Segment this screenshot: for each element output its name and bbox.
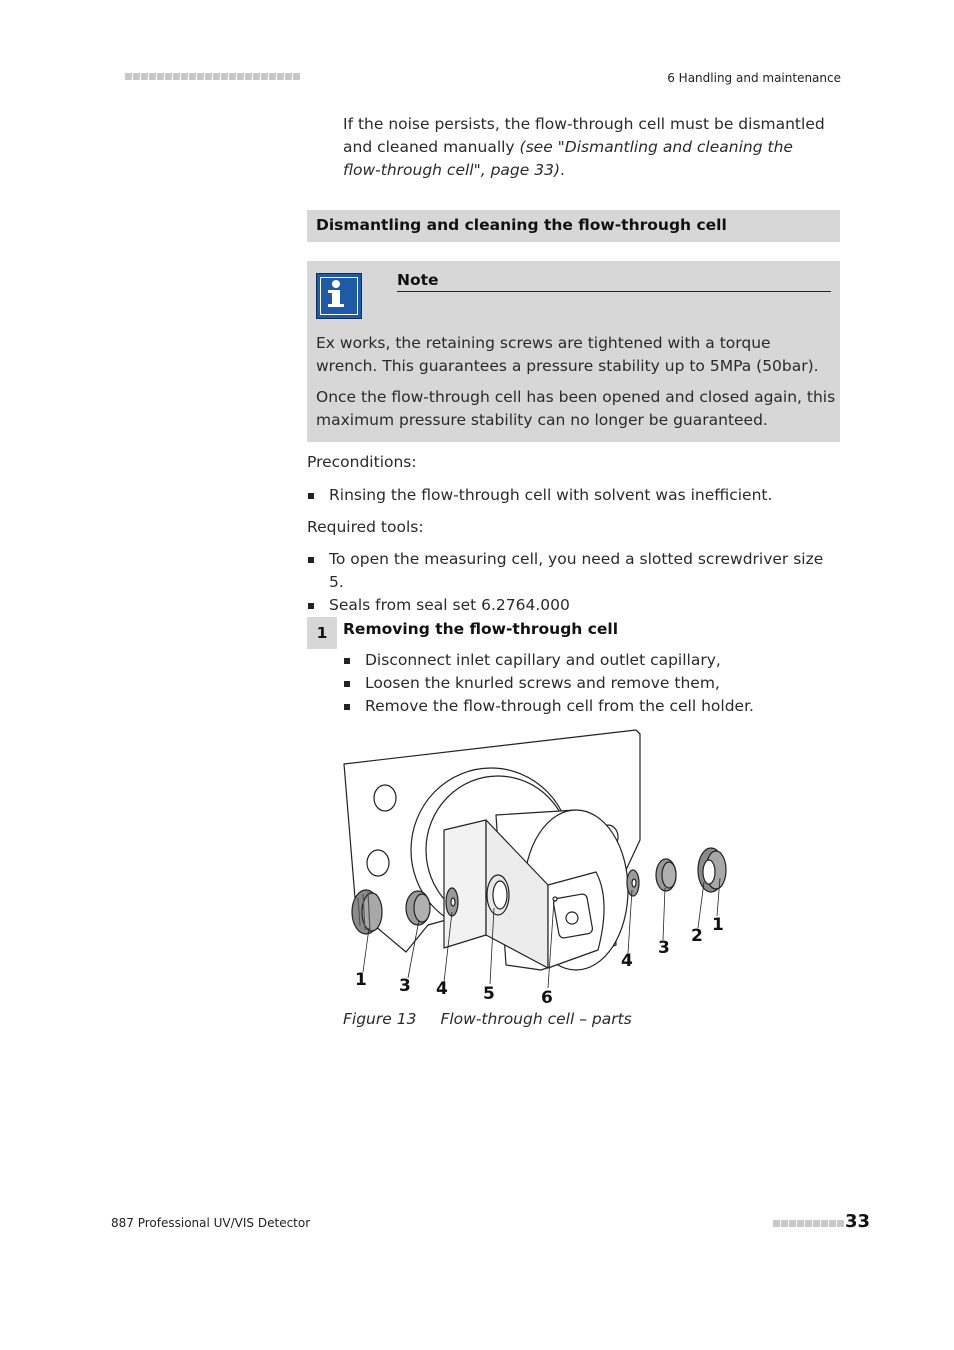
intro-paragraph [343, 113, 833, 182]
step-title: Removing the flow-through cell [343, 620, 619, 638]
note-paragraph: Ex works, the retaining screws are tightened with a torque wrench. This guarantees a pressure stability up to 5MPa (50bar). [316, 334, 819, 375]
figure-label: 1 [712, 915, 724, 935]
preconditions-label: Preconditions: [307, 453, 417, 471]
intro-cross-reference[interactable]: (see "Dismantling and cleaning the flow-through cell", page 33) [343, 138, 793, 179]
list-item: Loosen the knurled screws and remove them, [343, 672, 838, 695]
section-heading-bar [307, 210, 840, 242]
step-number: 1 [307, 617, 337, 649]
footer-decoration [773, 1220, 844, 1227]
intro-end: . [560, 161, 565, 179]
footer-product-name: 887 Professional UV/VIS Detector [111, 1216, 311, 1230]
header-decoration [125, 73, 300, 80]
figure-label: 4 [436, 979, 448, 999]
note-title: Note [397, 271, 831, 292]
required-tools-label: Required tools: [307, 518, 424, 536]
figure-label: 3 [399, 976, 411, 996]
flow-through-cell-drawing [336, 720, 756, 1010]
figure-label: 4 [621, 951, 633, 971]
preconditions-list [307, 484, 837, 507]
page-number: 33 [845, 1211, 871, 1232]
list-item: To open the measuring cell, you need a slotted screwdriver size 5. [307, 548, 837, 594]
figure-label: 6 [541, 988, 553, 1008]
figure-caption-number: Figure 13 [343, 1010, 417, 1028]
note-box [307, 261, 840, 442]
step-instructions-list [343, 649, 838, 718]
figure-label: 3 [658, 938, 670, 958]
list-item: Disconnect inlet capillary and outlet capillary, [343, 649, 838, 672]
section-heading: Dismantling and cleaning the flow-through cell [316, 216, 727, 234]
required-tools-list [307, 548, 837, 617]
figure-caption-text: Flow-through cell – parts [440, 1010, 632, 1028]
list-item: Rinsing the flow-through cell with solvent was inefficient. [307, 484, 837, 507]
flow-through-cell-figure [336, 720, 756, 1010]
info-icon [316, 273, 362, 319]
figure-label: 5 [483, 984, 495, 1004]
figure-label: 2 [691, 926, 703, 946]
intro-text: If the noise persists, the flow-through cell must be dismantled and cleaned manually [343, 115, 825, 156]
header-section-title: 6 Handling and maintenance [667, 71, 841, 85]
note-paragraph: Once the flow-through cell has been opened and closed again, this maximum pressure stability can no longer be guaranteed. [316, 388, 836, 429]
figure-label: 1 [355, 970, 367, 990]
list-item: Remove the flow-through cell from the cell holder. [343, 695, 838, 718]
list-item: Seals from seal set 6.2764.000 [307, 594, 837, 617]
figure-caption [343, 1010, 632, 1028]
